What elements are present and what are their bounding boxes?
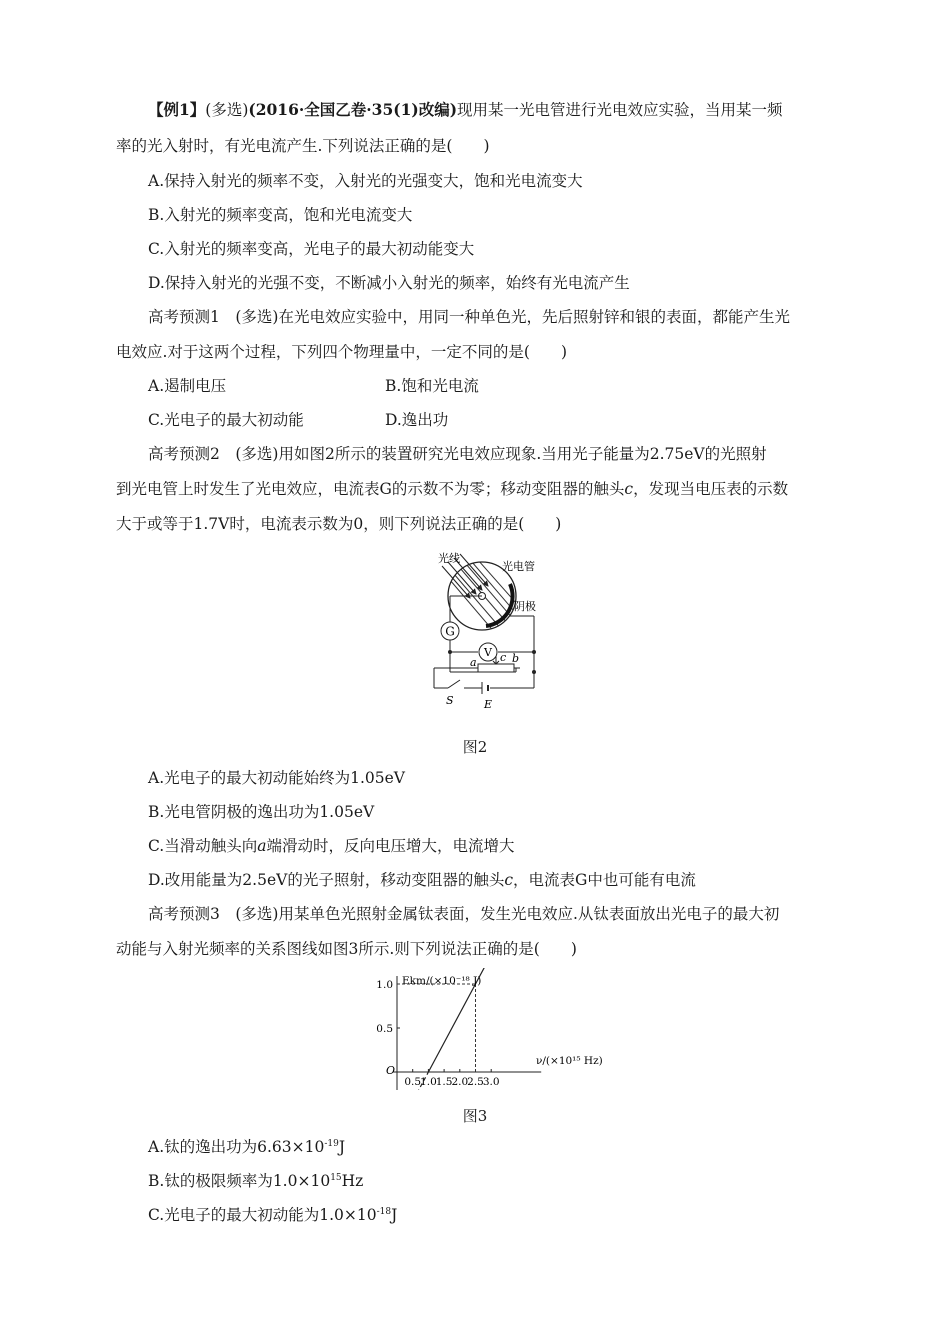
prediction3-line2: 动能与入射光频率的关系图线如图3所示.则下列说法正确的是( ) [116, 940, 577, 958]
p3-option-b [148, 1170, 363, 1192]
text-part: D.改用能量为2.5eV的光子照射，移动变阻器的触头 [148, 871, 505, 889]
ex1-option-a: A.保持入射光的频率不变，入射光的光强变大，饱和光电流变大 [148, 172, 583, 190]
rheostat [478, 664, 514, 672]
p2-option-d [148, 869, 696, 891]
prediction2-line2 [116, 478, 788, 500]
unit: J [338, 1138, 346, 1156]
p1-option-c: C.光电子的最大初动能 [148, 411, 304, 429]
p2-option-c [148, 835, 515, 857]
label-e: E [484, 698, 493, 711]
p1-option-b: B.饱和光电流 [385, 377, 479, 395]
x-tick-label: 1.0 [420, 1076, 437, 1088]
x-axis-label: ν/(×10¹⁵ Hz) [536, 1055, 603, 1067]
label-a: a [470, 656, 477, 669]
prediction2-line3: 大于或等于1.7V时，电流表示数为0，则下列说法正确的是( ) [116, 515, 562, 533]
ex1-option-b: B.入射光的频率变高，饱和光电流变大 [148, 206, 413, 224]
variable-c: c [624, 480, 634, 498]
label-c: c [500, 651, 507, 664]
x-tick-label: 0.5 [404, 1076, 422, 1088]
text-part: B.钛的极限频率为1.0×10 [148, 1172, 331, 1190]
y-tick-label: 0.5 [376, 1023, 393, 1035]
variable-c: c [504, 871, 514, 889]
label-cathode: 阴极 [514, 600, 536, 613]
prediction1-line2: 电效应.对于这两个过程，下列四个物理量中，一定不同的是( ) [116, 343, 568, 361]
figure2-caption: 图2 [462, 738, 488, 756]
question-source: (2016·全国乙卷·35(1)改编) [248, 100, 458, 119]
p3-option-c [148, 1204, 397, 1226]
text-part: 端滑动时，反向电压增大，电流增大 [266, 837, 515, 855]
p1-option-a: A.遏制电压 [148, 377, 227, 395]
unit: Hz [341, 1172, 364, 1190]
ex1-option-c: C.入射光的频率变高，光电子的最大初动能变大 [148, 240, 475, 258]
p1-option-d: D.逸出功 [385, 411, 449, 429]
unit: J [391, 1206, 398, 1224]
x-tick-label: 2.0 [451, 1076, 469, 1088]
multi-select-tag: (多选) [205, 101, 249, 119]
galvanometer-label: G [445, 624, 455, 639]
x-tick-label: 3.0 [482, 1076, 500, 1088]
y-axis-label: Ekm/(×10⁻¹⁸ J) [402, 975, 482, 987]
text-part: C.光电子的最大初动能为1.0×10 [148, 1206, 377, 1224]
p2-option-b: B.光电管阴极的逸出功为1.05eV [148, 803, 375, 821]
example1-line1 [148, 99, 783, 121]
figure3-chart [360, 968, 620, 1090]
question-text: 现用某一光电管进行光电效应实验，当用某一频 [457, 101, 783, 119]
label-b: b [512, 652, 520, 665]
exponent: -18 [376, 1207, 392, 1217]
variable-a: a [257, 837, 267, 855]
text-part: A.钛的逸出功为6.63×10 [148, 1138, 325, 1156]
label-tube: 光电管 [502, 560, 535, 573]
example1-line2: 率的光入射时，有光电流产生.下列说法正确的是( ) [116, 137, 490, 155]
p3-option-a [148, 1136, 345, 1158]
y-tick-label: 1.0 [376, 979, 393, 991]
label-light: 光线 [438, 552, 460, 565]
text-part: ，发现当电压表的示数 [633, 480, 789, 498]
figure2-circuit [420, 548, 550, 716]
voltmeter-label: V [484, 646, 492, 659]
text-part: C.当滑动触头向 [148, 837, 258, 855]
exponent: -19 [324, 1139, 339, 1149]
p2-option-a: A.光电子的最大初动能始终为1.05eV [148, 769, 405, 787]
example-label: 【例1】 [148, 100, 206, 119]
prediction2-line1: 高考预测2 (多选)用如图2所示的装置研究光电效应现象.当用光子能量为2.75eV的光照射 [148, 445, 767, 463]
text-part: ，电流表G中也可能有电流 [513, 871, 696, 889]
ex1-option-d: D.保持入射光的光强不变，不断减小入射光的频率，始终有光电流产生 [148, 274, 630, 292]
x-tick-label: 1.5 [435, 1076, 453, 1088]
label-s: S [446, 694, 454, 707]
x-tick-label: 2.5 [467, 1076, 484, 1088]
figure3-caption: 图3 [462, 1107, 488, 1125]
origin-label: O [386, 1064, 396, 1077]
prediction1-line1: 高考预测1 (多选)在光电效应实验中，用同一种单色光，先后照射锌和银的表面，都能产生光 [148, 308, 790, 326]
exponent: 15 [330, 1173, 342, 1183]
text-part: 到光电管上时发生了光电效应，电流表G的示数不为零；移动变阻器的触头 [116, 480, 625, 498]
prediction3-line1: 高考预测3 (多选)用某单色光照射金属钛表面，发生光电效应.从钛表面放出光电子的最大初 [148, 905, 780, 923]
